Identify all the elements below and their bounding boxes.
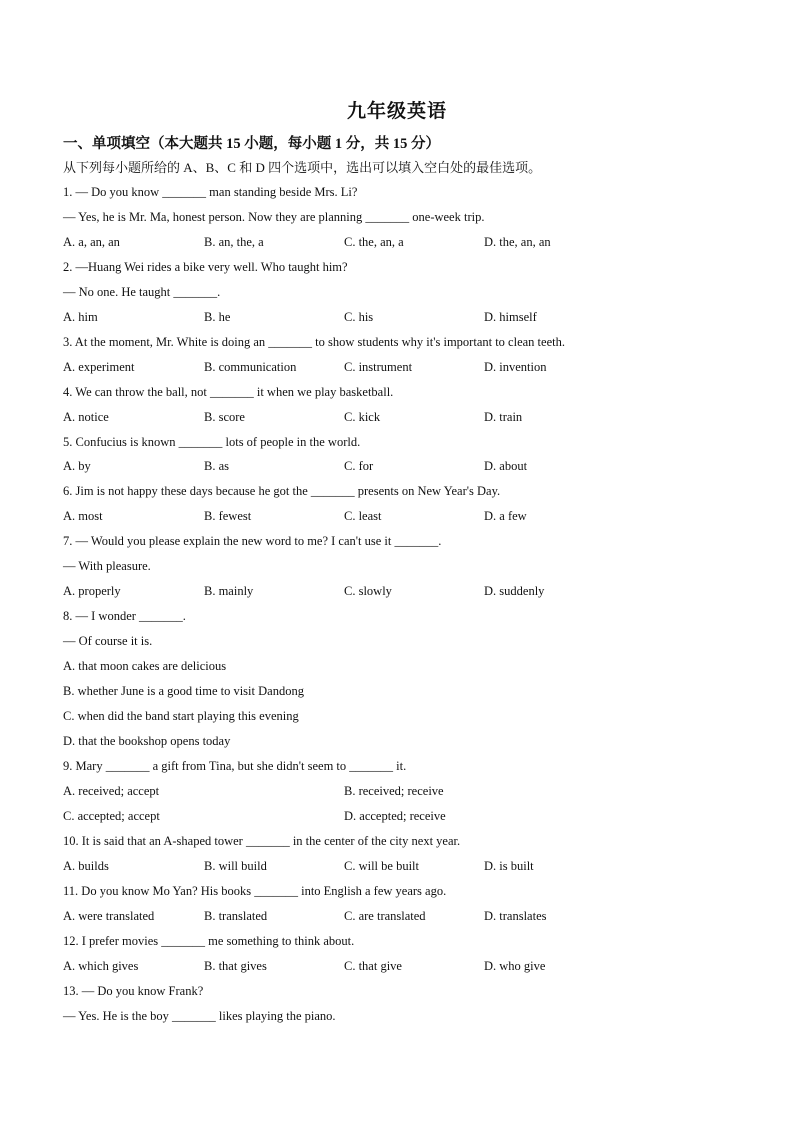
- question-4-option-c: C. kick: [344, 410, 381, 424]
- question-6-option-d: D. a few: [484, 509, 527, 523]
- question-10-option-c: C. will be built: [344, 859, 419, 873]
- question-12-stem: 12. I prefer movies _______ me something to think about.: [63, 934, 355, 948]
- question-9-option-a: A. received; accept: [63, 784, 160, 798]
- question-11-stem: 11. Do you know Mo Yan? His books _______ into English a few years ago.: [63, 884, 447, 898]
- question-4-option-a: A. notice: [63, 410, 109, 424]
- question-7-option-c: C. slowly: [344, 584, 392, 598]
- question-8-reply: — Of course it is.: [63, 634, 153, 648]
- question-7-option-d: D. suddenly: [484, 584, 545, 598]
- question-13-reply: — Yes. He is the boy _______ likes playing the piano.: [63, 1009, 336, 1023]
- question-11-option-c: C. are translated: [344, 909, 426, 923]
- question-1-option-b: B. an, the, a: [204, 235, 264, 249]
- question-3-option-d: D. invention: [484, 360, 547, 374]
- page-title: 九年级英语: [346, 101, 447, 122]
- question-5-option-b: B. as: [204, 459, 229, 473]
- question-8-option-b: B. whether June is a good time to visit Dandong: [63, 684, 304, 698]
- question-2-option-b: B. he: [204, 310, 231, 324]
- question-8-option-a: A. that moon cakes are delicious: [63, 659, 227, 673]
- question-1-option-a: A. a, an, an: [63, 235, 120, 249]
- question-8-option-c: C. when did the band start playing this evening: [63, 709, 299, 723]
- question-1-option-d: D. the, an, an: [484, 235, 551, 249]
- question-11-option-b: B. translated: [204, 909, 268, 923]
- section-instruction: 从下列每小题所给的 A、B、C 和 D 四个选项中，选出可以填入空白处的最佳选项。: [63, 160, 542, 175]
- question-3-option-b: B. communication: [204, 360, 297, 374]
- question-5-option-c: C. for: [344, 459, 374, 473]
- question-10-option-d: D. is built: [484, 859, 534, 873]
- question-12-option-d: D. who give: [484, 959, 546, 973]
- question-4-stem: 4. We can throw the ball, not _______ it when we play basketball.: [63, 385, 394, 399]
- question-6-option-a: A. most: [63, 509, 103, 523]
- question-1-option-c: C. the, an, a: [344, 235, 404, 249]
- question-9-option-d: D. accepted; receive: [344, 809, 446, 823]
- question-1-stem: 1. — Do you know _______ man standing beside Mrs. Li?: [63, 185, 358, 199]
- question-11-option-a: A. were translated: [63, 909, 155, 923]
- question-10-option-a: A. builds: [63, 859, 109, 873]
- question-2-option-d: D. himself: [484, 310, 537, 324]
- question-2-reply: — No one. He taught _______.: [63, 285, 221, 299]
- question-4-option-b: B. score: [204, 410, 245, 424]
- question-13-stem: 13. — Do you know Frank?: [63, 984, 204, 998]
- question-7-option-a: A. properly: [63, 584, 121, 598]
- question-6-option-c: C. least: [344, 509, 382, 523]
- question-9-stem: 9. Mary _______ a gift from Tina, but she didn't seem to _______ it.: [63, 759, 407, 773]
- question-2-stem: 2. —Huang Wei rides a bike very well. Who taught him?: [63, 260, 348, 274]
- question-9-option-c: C. accepted; accept: [63, 809, 160, 823]
- question-4-option-d: D. train: [484, 410, 523, 424]
- question-3-stem: 3. At the moment, Mr. White is doing an _______ to show students why it's important to clean teeth.: [63, 335, 565, 349]
- question-8-option-d: D. that the bookshop opens today: [63, 734, 231, 748]
- question-1-reply: — Yes, he is Mr. Ma, honest person. Now they are planning _______ one-week trip.: [63, 210, 485, 224]
- question-7-stem: 7. — Would you please explain the new word to me? I can't use it _______.: [63, 534, 442, 548]
- question-2-option-a: A. him: [63, 310, 98, 324]
- question-7-option-b: B. mainly: [204, 584, 254, 598]
- question-2-option-c: C. his: [344, 310, 374, 324]
- question-5-stem: 5. Confucius is known _______ lots of people in the world.: [63, 435, 361, 449]
- question-12-option-c: C. that give: [344, 959, 402, 973]
- question-12-option-b: B. that gives: [204, 959, 267, 973]
- question-11-option-d: D. translates: [484, 909, 547, 923]
- section-heading: 一、单项填空（本大题共 15 小题，每小题 1 分，共 15 分）: [63, 136, 440, 152]
- question-7-reply: — With pleasure.: [63, 559, 151, 573]
- question-5-option-d: D. about: [484, 459, 528, 473]
- question-5-option-a: A. by: [63, 459, 91, 473]
- question-3-option-a: A. experiment: [63, 360, 135, 374]
- question-10-option-b: B. will build: [204, 859, 267, 873]
- question-3-option-c: C. instrument: [344, 360, 413, 374]
- question-12-option-a: A. which gives: [63, 959, 139, 973]
- question-9-option-b: B. received; receive: [344, 784, 444, 798]
- question-10-stem: 10. It is said that an A-shaped tower _______ in the center of the city next year.: [63, 834, 461, 848]
- question-6-option-b: B. fewest: [204, 509, 252, 523]
- question-8-stem: 8. — I wonder _______.: [63, 609, 186, 623]
- question-6-stem: 6. Jim is not happy these days because he got the _______ presents on New Year's Day.: [63, 484, 501, 498]
